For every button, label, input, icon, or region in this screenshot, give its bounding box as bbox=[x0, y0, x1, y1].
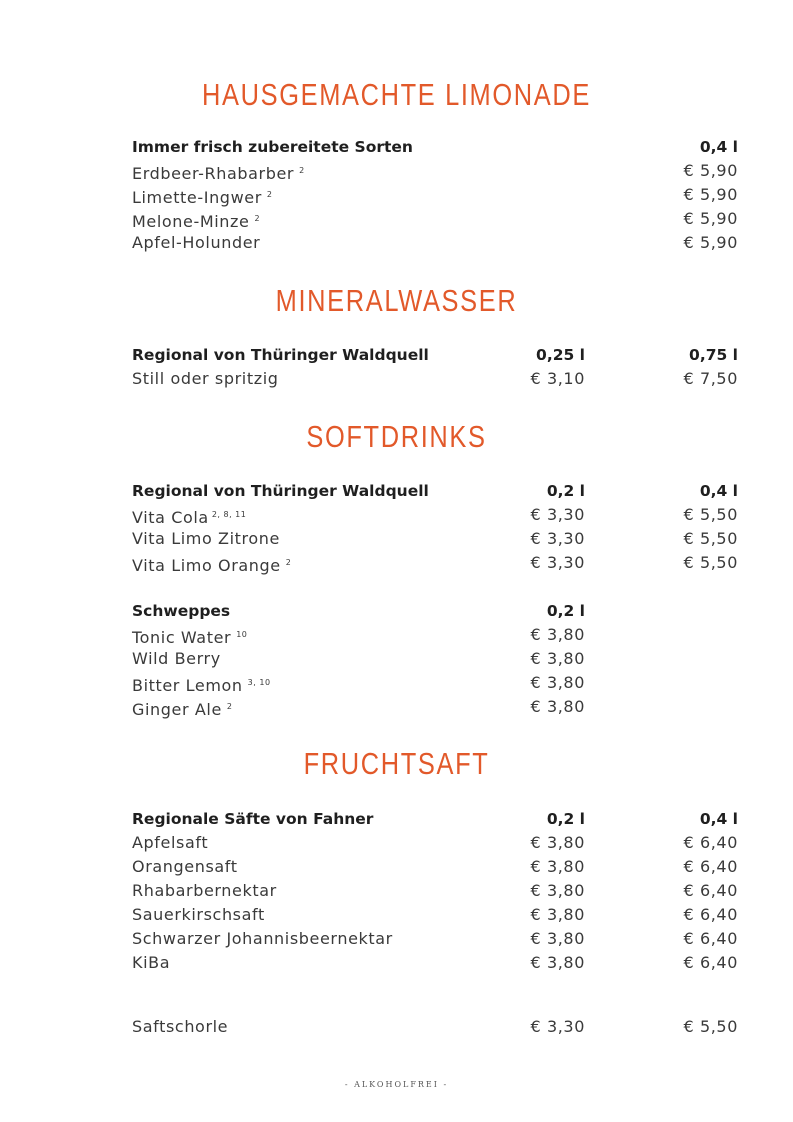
item-price-small: € 3,80 bbox=[530, 905, 585, 924]
item-price-0-4: € 5,90 bbox=[683, 161, 738, 180]
item-name: KiBa bbox=[132, 953, 171, 972]
item-price-small: € 3,30 bbox=[530, 529, 585, 548]
item-price-large: € 6,40 bbox=[683, 929, 738, 948]
item-price-large: € 6,40 bbox=[683, 857, 738, 876]
schweppes-size-0-2: 0,2 l bbox=[546, 602, 585, 620]
item-name: Wild Berry bbox=[132, 649, 221, 668]
item-price-0-4: € 5,90 bbox=[683, 209, 738, 228]
mineral-header-label: Regional von Thüringer Waldquell bbox=[132, 346, 429, 364]
menu-item-row bbox=[132, 503, 738, 527]
item-price-large: € 5,50 bbox=[683, 505, 738, 524]
item-name: Tonic Water $^{10}$ bbox=[132, 628, 248, 647]
item-price-small: € 3,80 bbox=[530, 881, 585, 900]
item-price-large: € 6,40 bbox=[683, 905, 738, 924]
menu-item-row bbox=[132, 231, 738, 255]
additive-note: 2, 8, 11 bbox=[211, 510, 247, 519]
menu-item-row bbox=[132, 671, 738, 695]
item-name: Orangensaft bbox=[132, 857, 238, 876]
item-name: Limette-Ingwer $^2$ bbox=[132, 188, 273, 207]
additive-note: 2 bbox=[226, 702, 233, 711]
mineral-header-row bbox=[132, 343, 738, 367]
item-price-large: € 5,50 bbox=[683, 553, 738, 572]
menu-item-row bbox=[132, 527, 738, 551]
section-title-limonade: HAUSGEMACHTE LIMONADE bbox=[202, 77, 591, 112]
menu-item-row bbox=[132, 903, 738, 927]
additive-note: 2 bbox=[254, 214, 261, 223]
item-price-large: € 5,50 bbox=[683, 529, 738, 548]
additive-note: 2 bbox=[285, 558, 292, 567]
limonade-header-row bbox=[132, 135, 738, 159]
item-price-large: € 6,40 bbox=[683, 833, 738, 852]
menu-item-row bbox=[132, 1015, 738, 1039]
item-price-0-4: € 5,90 bbox=[683, 233, 738, 252]
fruchtsaft-header-label: Regionale Säfte von Fahner bbox=[132, 810, 374, 828]
item-name: Erdbeer-Rhabarber $^2$ bbox=[132, 164, 305, 183]
item-price-small: € 3,80 bbox=[530, 833, 585, 852]
item-price-small: € 3,80 bbox=[530, 625, 585, 644]
softdrinks-header-row bbox=[132, 479, 738, 503]
menu-item-row bbox=[132, 927, 738, 951]
item-price-small: € 3,30 bbox=[530, 553, 585, 572]
schweppes-header-row bbox=[132, 599, 738, 623]
item-name: Still oder spritzig bbox=[132, 369, 279, 388]
menu-item-row bbox=[132, 159, 738, 183]
item-name: Schwarzer Johannisbeernektar bbox=[132, 929, 393, 948]
menu-item-row bbox=[132, 207, 738, 231]
item-price-small: € 3,80 bbox=[530, 649, 585, 668]
menu-item-row bbox=[132, 647, 738, 671]
item-price-small: € 3,80 bbox=[530, 673, 585, 692]
menu-item-row bbox=[132, 367, 738, 391]
fruchtsaft-size-0-2: 0,2 l bbox=[546, 810, 585, 828]
softdrinks-size-0-4: 0,4 l bbox=[699, 482, 738, 500]
item-name: Apfelsaft bbox=[132, 833, 209, 852]
item-name: Apfel-Holunder bbox=[132, 233, 261, 252]
item-name: Rhabarbernektar bbox=[132, 881, 277, 900]
item-price-small: € 3,80 bbox=[530, 697, 585, 716]
section-title-fruchtsaft: FRUCHTSAFT bbox=[303, 746, 490, 781]
item-name: Ginger Ale $^2$ bbox=[132, 700, 233, 719]
item-price-small: € 3,30 bbox=[530, 1017, 585, 1036]
item-name: Melone-Minze $^2$ bbox=[132, 212, 261, 231]
section-title-softdrinks: SOFTDRINKS bbox=[306, 419, 487, 454]
item-price-small: € 3,80 bbox=[530, 929, 585, 948]
mineral-size-0-25: 0,25 l bbox=[536, 346, 585, 364]
item-name: Vita Limo Zitrone bbox=[132, 529, 280, 548]
section-title-mineralwasser: MINERALWASSER bbox=[275, 283, 518, 318]
item-price-0-4: € 5,90 bbox=[683, 185, 738, 204]
menu-item-row bbox=[132, 695, 738, 719]
menu-item-row bbox=[132, 551, 738, 575]
item-price-large: € 6,40 bbox=[683, 953, 738, 972]
page-footer: - ALKOHOLFREI - bbox=[344, 1080, 449, 1089]
menu-item-row bbox=[132, 855, 738, 879]
softdrinks-size-0-2: 0,2 l bbox=[546, 482, 585, 500]
limonade-header-label: Immer frisch zubereitete Sorten bbox=[132, 138, 413, 156]
item-price-large: € 7,50 bbox=[683, 369, 738, 388]
limonade-size-0-4: 0,4 l bbox=[699, 138, 738, 156]
item-name: Vita Limo Orange $^2$ bbox=[132, 556, 292, 575]
menu-item-row bbox=[132, 879, 738, 903]
item-price-large: € 5,50 bbox=[683, 1017, 738, 1036]
menu-item-row bbox=[132, 623, 738, 647]
item-name: Vita Cola $^{2, 8, 11}$ bbox=[132, 508, 247, 527]
mineral-size-0-75: 0,75 l bbox=[689, 346, 738, 364]
item-price-small: € 3,80 bbox=[530, 953, 585, 972]
menu-item-row bbox=[132, 831, 738, 855]
menu-item-row bbox=[132, 183, 738, 207]
item-name: Bitter Lemon $^{3, 10}$ bbox=[132, 676, 271, 695]
item-price-small: € 3,30 bbox=[530, 505, 585, 524]
item-name: Sauerkirschsaft bbox=[132, 905, 265, 924]
additive-note: 3, 10 bbox=[247, 678, 271, 687]
softdrinks-header-label: Regional von Thüringer Waldquell bbox=[132, 482, 429, 500]
menu-item-row bbox=[132, 951, 738, 975]
item-price-small: € 3,10 bbox=[530, 369, 585, 388]
fruchtsaft-header-row bbox=[132, 807, 738, 831]
additive-note: 2 bbox=[266, 190, 273, 199]
fruchtsaft-size-0-4: 0,4 l bbox=[699, 810, 738, 828]
additive-note: 2 bbox=[299, 166, 305, 175]
item-price-small: € 3,80 bbox=[530, 857, 585, 876]
additive-note: 10 bbox=[236, 630, 248, 639]
item-name: Saftschorle bbox=[132, 1017, 229, 1036]
item-price-large: € 6,40 bbox=[683, 881, 738, 900]
schweppes-header-label: Schweppes bbox=[132, 602, 231, 620]
